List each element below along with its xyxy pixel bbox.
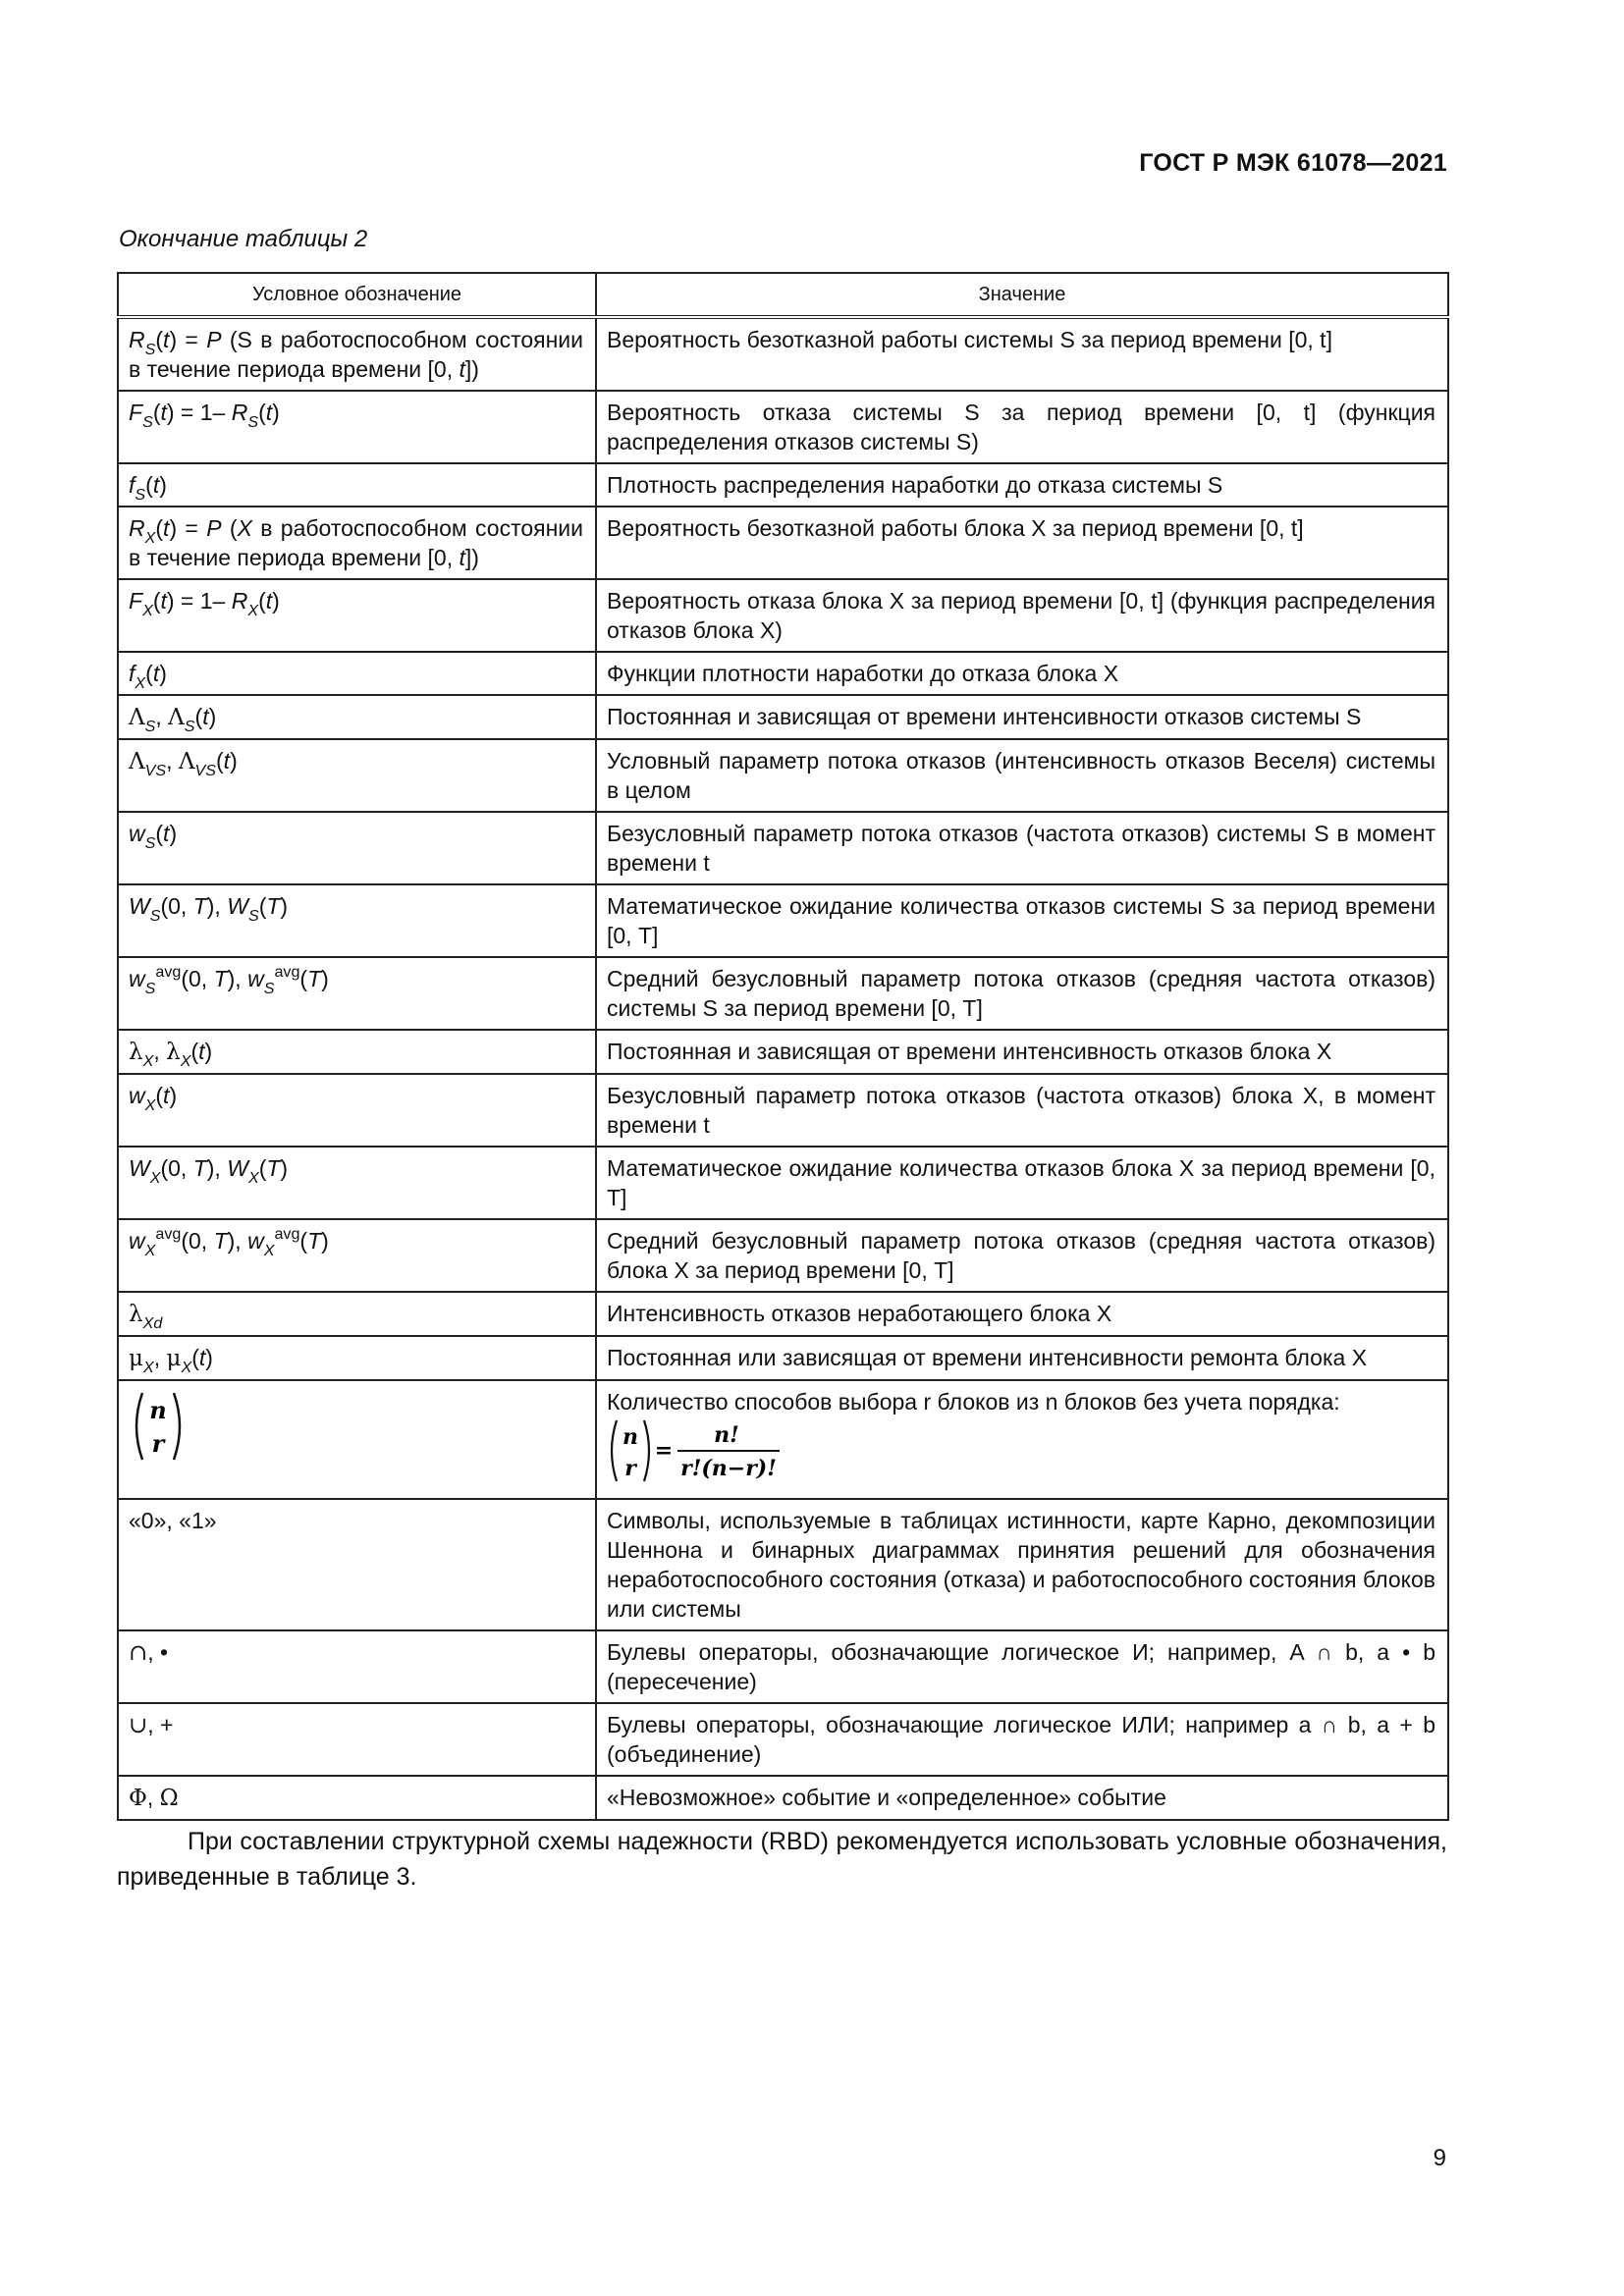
- value-cell: [596, 1630, 1448, 1703]
- table-row: [118, 579, 1448, 652]
- svg-text:=: =: [654, 1438, 674, 1464]
- table-row: [118, 1776, 1448, 1820]
- table-row: [118, 1380, 1448, 1499]
- value-text: Плотность распределения наработки до отказа системы S: [607, 472, 1223, 498]
- symbol-cell: ∩, •: [118, 1630, 596, 1703]
- col-header-value: Значение: [596, 273, 1448, 317]
- value-cell: [596, 507, 1448, 579]
- value-text: Символы, используемые в таблицах истинности, карте Карно, декомпозиции Шеннона и бинарных диаграммах принятия решений для обозначения неработоспособного состояния (отказа) и работоспособного состояния блоков или системы: [607, 1508, 1435, 1622]
- svg-text:n: n: [149, 1396, 167, 1424]
- value-text: Постоянная или зависящая от времени интенсивности ремонта блока X: [607, 1345, 1368, 1370]
- value-cell: [596, 1380, 1448, 1499]
- value-text: Количество способов выбора r блоков из n блоков без учета порядка:: [607, 1389, 1340, 1415]
- value-text: Постоянная и зависящая от времени интенсивности отказов системы S: [607, 704, 1362, 729]
- symbol-cell: $W_X(0$, T), $W_X(T)$: [118, 1147, 596, 1219]
- value-cell: [596, 1703, 1448, 1776]
- table-caption: Окончание таблицы 2: [119, 226, 368, 252]
- symbol-cell: $\lambda_{Xd}$: [118, 1292, 596, 1336]
- value-text: Вероятность безотказной работы блока X за период времени [0, t]: [607, 515, 1304, 541]
- symbol-cell: $F_X(t) = 1-$ $R_X(t)$: [118, 579, 596, 652]
- value-cell: [596, 391, 1448, 463]
- value-cell: [596, 1030, 1448, 1074]
- table-row: [118, 1630, 1448, 1703]
- table-row: [118, 317, 1448, 391]
- symbol-cell: Φ, Ω: [118, 1776, 596, 1820]
- value-cell: [596, 1292, 1448, 1336]
- table-row: [118, 652, 1448, 695]
- value-text: Булевы операторы, обозначающие логическое И; например, A ∩ b, a • b (пересечение): [607, 1639, 1435, 1694]
- table-row: [118, 1219, 1448, 1292]
- svg-text:r!(n−r)!: r!(n−r)!: [680, 1456, 777, 1481]
- table-row: [118, 1074, 1448, 1147]
- value-text: Средний безусловный параметр потока отказов (средняя частота отказов) блока X за период времени [0, T]: [607, 1228, 1435, 1283]
- binomial-formula: [607, 1416, 803, 1485]
- symbol-cell: [118, 1380, 596, 1499]
- value-text: Условный параметр потока отказов (интенсивность отказов Веселя) системы в целом: [607, 748, 1435, 803]
- symbol-cell: $\lambda_X$, $\lambda_X(t)$: [118, 1030, 596, 1074]
- symbol-cell: «0», «1»: [118, 1499, 596, 1630]
- svg-text:r: r: [624, 1456, 636, 1481]
- symbol-cell: $F_S(t) = 1-$ $R_S(t)$: [118, 391, 596, 463]
- symbols-table: [117, 272, 1449, 1821]
- table-body: [118, 317, 1448, 1820]
- symbol-cell: $f_S(t)$: [118, 463, 596, 507]
- symbol-cell: $w_X(t)$: [118, 1074, 596, 1147]
- svg-text:n!: n!: [714, 1422, 739, 1448]
- value-text: «Невозможное» событие и «определенное» событие: [607, 1785, 1166, 1810]
- table-row: [118, 957, 1448, 1030]
- value-cell: [596, 463, 1448, 507]
- symbol-cell: ∪, +: [118, 1703, 596, 1776]
- value-text: Постоянная и зависящая от времени интенсивность отказов блока X: [607, 1039, 1332, 1064]
- value-text: Математическое ожидание количества отказов блока X за период времени [0, T]: [607, 1155, 1435, 1210]
- value-text: Вероятность отказа блока X за период времени [0, t] (функция распределения отказов блока X): [607, 588, 1435, 643]
- standard-header: ГОСТ Р МЭК 61078—2021: [1139, 149, 1447, 177]
- symbol-cell: $\Lambda_{VS}$, $\Lambda_{VS}(t)$: [118, 739, 596, 812]
- symbol-cell: $w_S^{avg}(0$, T), $w_S^{avg}(T)$: [118, 957, 596, 1030]
- value-cell: [596, 1499, 1448, 1630]
- table-row: [118, 1703, 1448, 1776]
- table-row: [118, 884, 1448, 957]
- table-row: [118, 507, 1448, 579]
- table-row: [118, 1292, 1448, 1336]
- value-text: Математическое ожидание количества отказов системы S за период времени [0, T]: [607, 893, 1435, 948]
- col-header-symbol: Условное обозначение: [118, 273, 596, 317]
- value-cell: [596, 884, 1448, 957]
- value-cell: [596, 1776, 1448, 1820]
- value-text: Безусловный параметр потока отказов (частота отказов) блока X, в момент времени t: [607, 1083, 1435, 1138]
- table-row: [118, 739, 1448, 812]
- table-row: [118, 463, 1448, 507]
- svg-text:r: r: [151, 1429, 165, 1458]
- table-row: [118, 1030, 1448, 1074]
- symbol-cell: $\mu_X$, $\mu_X(t)$: [118, 1336, 596, 1380]
- table-row: [118, 1336, 1448, 1380]
- value-cell: [596, 739, 1448, 812]
- table-row: [118, 1499, 1448, 1630]
- value-cell: [596, 579, 1448, 652]
- value-cell: [596, 652, 1448, 695]
- value-cell: [596, 812, 1448, 884]
- binomial-symbol: [129, 1387, 188, 1466]
- table-row: [118, 1147, 1448, 1219]
- symbol-cell: $W_S(0$, T), $W_S(T)$: [118, 884, 596, 957]
- symbol-cell: $w_X^{avg}(0$, T), $w_X^{avg}(T)$: [118, 1219, 596, 1292]
- value-text: Функции плотности наработки до отказа блока X: [607, 661, 1119, 686]
- value-cell: [596, 957, 1448, 1030]
- symbol-cell: $R_S(t) = P$ (S в работоспособном состоянии в течение периода времени [0, t]): [118, 317, 596, 391]
- table-row: [118, 695, 1448, 739]
- symbol-cell: $w_S(t)$: [118, 812, 596, 884]
- value-cell: [596, 1336, 1448, 1380]
- value-text: Интенсивность отказов неработающего блока X: [607, 1301, 1112, 1326]
- value-cell: [596, 317, 1448, 391]
- symbol-cell: $f_X(t)$: [118, 652, 596, 695]
- value-text: Вероятность безотказной работы системы S за период времени [0, t]: [607, 327, 1332, 352]
- value-text: Средний безусловный параметр потока отказов (средняя частота отказов) системы S за период времени [0, T]: [607, 966, 1435, 1021]
- table-row: [118, 391, 1448, 463]
- value-cell: [596, 1074, 1448, 1147]
- symbol-cell: $\Lambda_S$, $\Lambda_S(t)$: [118, 695, 596, 739]
- table-row: [118, 812, 1448, 884]
- value-cell: [596, 1147, 1448, 1219]
- table-header-row: [118, 273, 1448, 317]
- value-cell: [596, 695, 1448, 739]
- value-text: Булевы операторы, обозначающие логическое ИЛИ; например a ∩ b, a + b (объединение): [607, 1712, 1435, 1767]
- svg-text:n: n: [623, 1424, 638, 1450]
- value-text: Безусловный параметр потока отказов (частота отказов) системы S в момент времени t: [607, 821, 1435, 876]
- body-paragraph: При составлении структурной схемы надежности (RBD) рекомендуется использовать условные обозначения, приведенные в таблице 3.: [117, 1828, 1447, 1891]
- value-text: Вероятность отказа системы S за период времени [0, t] (функция распределения отказов системы S): [607, 400, 1435, 454]
- symbol-cell: $R_X(t) = P$ (X в работоспособном состоянии в течение периода времени [0, t]): [118, 507, 596, 579]
- value-cell: [596, 1219, 1448, 1292]
- page-number: 9: [1433, 2145, 1446, 2171]
